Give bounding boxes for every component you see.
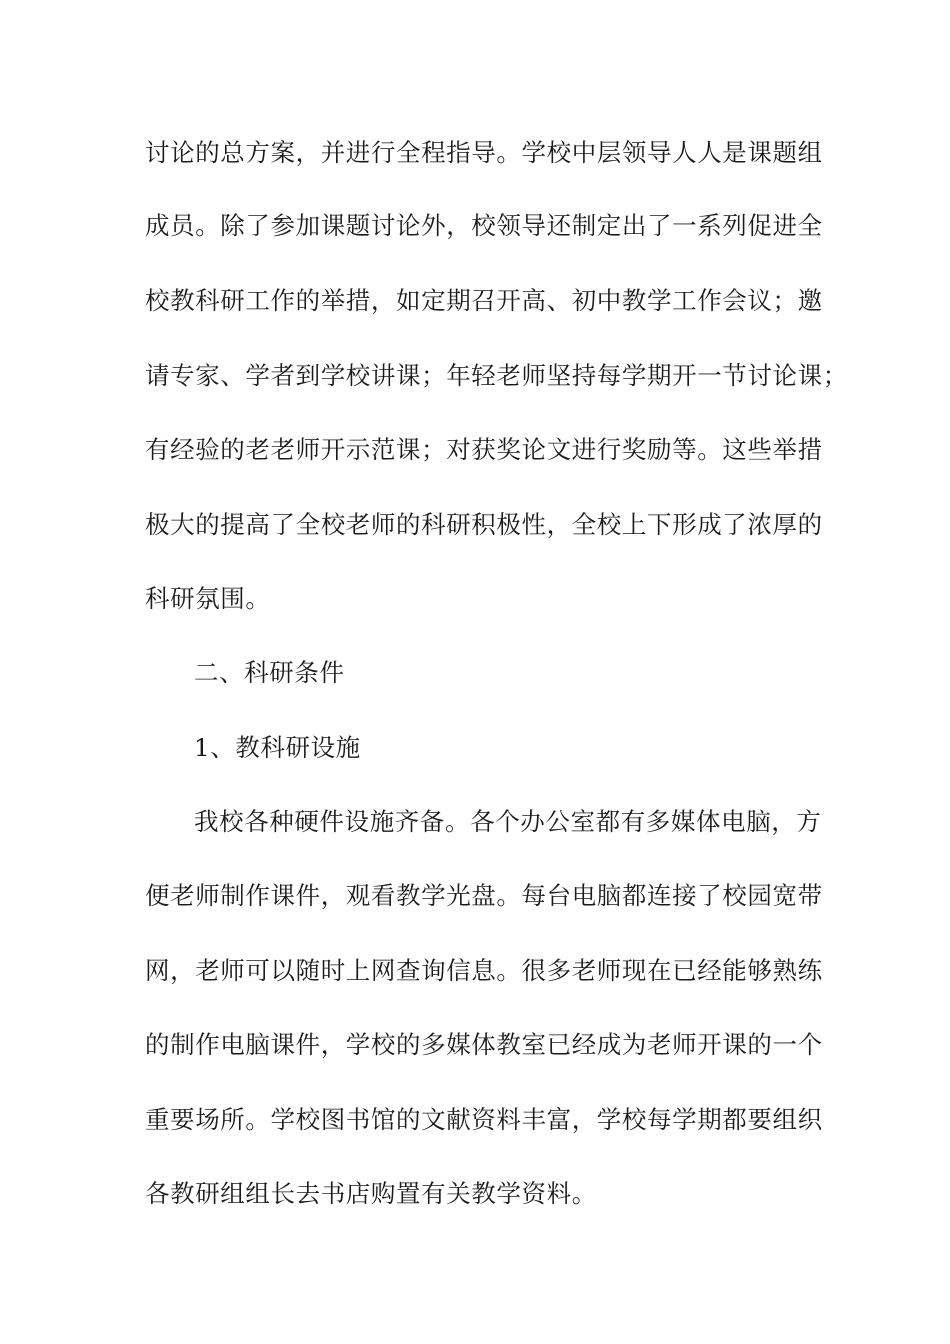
paragraph-line: 科研氛围。: [145, 584, 271, 613]
paragraph-line: 重要场所。学校图书馆的文献资料丰富，学校每学期都要组织: [145, 1105, 823, 1134]
paragraph-line: 请专家、学者到学校讲课；年轻老师坚持每学期开一节讨论课；: [145, 361, 848, 390]
subsection-heading: 1、教科研设施: [194, 733, 361, 762]
paragraph-line: 有经验的老老师开示范课；对获奖论文进行奖励等。这些举措: [145, 435, 823, 464]
section-heading: 二、科研条件: [194, 658, 345, 687]
paragraph-line: 便老师制作课件，观看教学光盘。每台电脑都连接了校园宽带: [145, 881, 823, 910]
paragraph-line: 校教科研工作的举措，如定期召开高、初中教学工作会议；邀: [145, 286, 823, 315]
paragraph-line: 成员。除了参加课题讨论外，校领导还制定出了一系列促进全: [145, 211, 823, 240]
paragraph-line: 我校各种硬件设施齐备。各个办公室都有多媒体电脑，方: [194, 807, 822, 836]
paragraph-line: 各教研组组长去书店购置有关教学资料。: [145, 1179, 597, 1208]
paragraph-line: 讨论的总方案，并进行全程指导。学校中层领导人人是课题组: [145, 138, 823, 167]
paragraph-line: 网，老师可以随时上网查询信息。很多老师现在已经能够熟练: [145, 956, 823, 985]
paragraph-line: 极大的提高了全校老师的科研积极性，全校上下形成了浓厚的: [145, 510, 823, 539]
paragraph-line: 的制作电脑课件，学校的多媒体教室已经成为老师开课的一个: [145, 1030, 823, 1059]
